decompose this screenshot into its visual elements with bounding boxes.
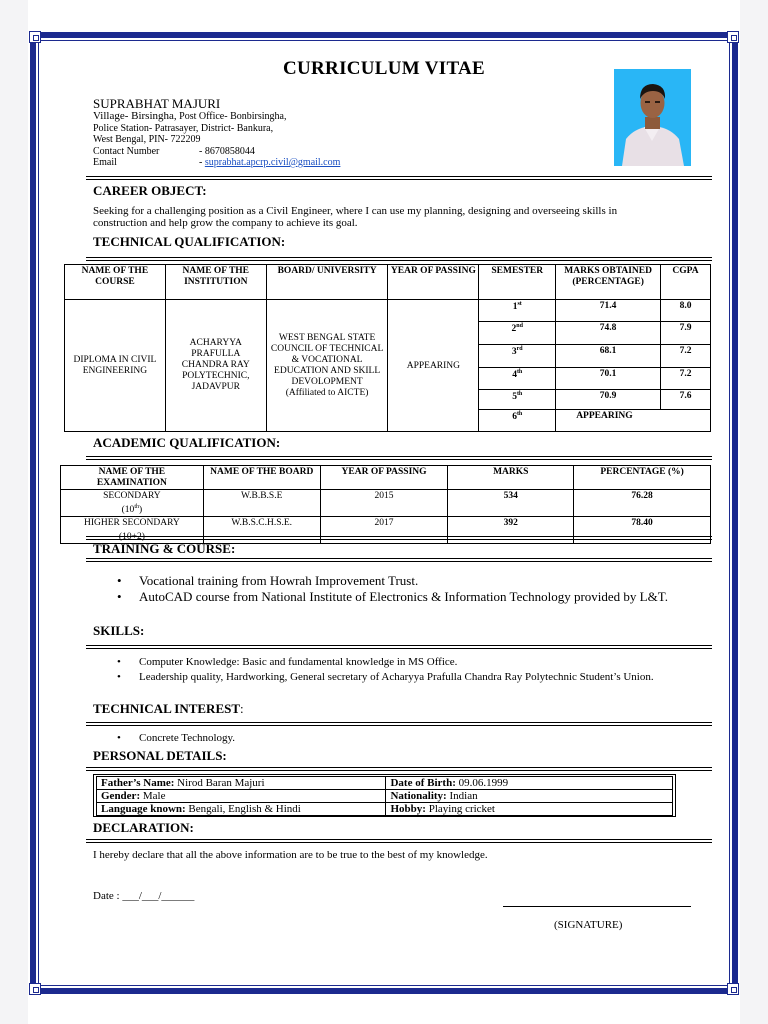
board-cell: [266, 300, 388, 432]
col-header: YEAR OF PASSING: [320, 466, 448, 490]
cgpa-cell: 7.9: [661, 322, 711, 345]
divider: [86, 536, 712, 540]
personal-field: Nationality: Indian: [386, 790, 673, 803]
year-cell: 2015: [320, 490, 448, 517]
list-item: • Leadership quality, Hardworking, General secretary of Acharyya Prafulla Chandra Ray Polytechnic Student’s Union.: [93, 670, 693, 685]
personal-field: Father’s Name: Nirod Baran Majuri: [97, 777, 386, 790]
exam-cell: SECONDARY (10th): [61, 490, 204, 517]
profile-photo: [614, 69, 691, 166]
table-row: [97, 777, 673, 790]
col-header: MARKS OBTAINED (PERCENTAGE): [556, 265, 661, 300]
personal-heading: PERSONAL DETAILS:: [93, 748, 227, 763]
email-label: Email: [93, 157, 117, 168]
signature-label: (SIGNATURE): [554, 919, 623, 931]
year-cell: 2017: [320, 517, 448, 544]
personal-table: [96, 776, 673, 816]
exam-cell: HIGHER SECONDARY (10+2): [61, 517, 204, 544]
marks-cell: 71.4: [556, 300, 661, 322]
skills-heading: SKILLS:: [93, 623, 145, 638]
board-cell: W.B.B.S.E: [203, 490, 320, 517]
table-row: [61, 490, 711, 517]
marks-cell: 68.1: [556, 345, 661, 368]
divider: [86, 176, 712, 180]
personal-field: Gender: Male: [97, 790, 386, 803]
percentage-cell: 78.40: [574, 517, 711, 544]
training-list: [93, 573, 693, 604]
post-office: Post Office- Bonbirsingha,: [179, 111, 287, 122]
corner-ornament-tr: [727, 31, 739, 43]
divider: [86, 257, 712, 261]
skills-list: [93, 655, 693, 685]
cgpa-cell: 7.2: [661, 345, 711, 368]
contact-label: Contact Number: [93, 145, 160, 157]
semester-cell: 1st: [479, 300, 556, 322]
col-header: NAME OF THE INSTITUTION: [165, 265, 266, 300]
list-item: • Computer Knowledge: Basic and fundamental knowledge in MS Office.: [93, 655, 693, 670]
semester-cell: 2nd: [479, 322, 556, 345]
sem6-status: APPEARING: [556, 410, 711, 432]
list-item: • Vocational training from Howrah Improvement Trust.: [93, 573, 693, 589]
col-header: NAME OF THE COURSE: [65, 265, 166, 300]
career-heading: CAREER OBJECT:: [93, 183, 207, 198]
semester-cell: 6th: [479, 410, 556, 432]
candidate-name: SUPRABHAT MAJURI: [93, 96, 221, 111]
marks-cell: 70.9: [556, 390, 661, 410]
semester-cell: 3rd: [479, 345, 556, 368]
semester-cell: 5th: [479, 390, 556, 410]
marks-cell: 74.8: [556, 322, 661, 345]
divider: [86, 722, 712, 726]
board-cell: W.B.S.C.H.S.E.: [203, 517, 320, 544]
divider: [86, 558, 712, 562]
institution-cell: ACHARYYA PRAFULLA CHANDRA RAY POLYTECHNIC, JADAVPUR: [165, 300, 266, 432]
marks-cell: 534: [448, 490, 574, 517]
list-item: • AutoCAD course from National Institute of Electronics & Information Technology provided by L&T.: [93, 589, 693, 605]
marks-cell: 70.1: [556, 368, 661, 390]
board-name: WEST BENGAL STATE COUNCIL OF TECHNICAL & VOCATIONAL EDUCATION AND SKILL DEVOLOPMENT: [270, 332, 384, 387]
academic-heading: ACADEMIC QUALIFICATION:: [93, 435, 281, 450]
table-row: [97, 803, 673, 816]
personal-field: Hobby: Playing cricket: [386, 803, 673, 816]
col-header: SEMESTER: [479, 265, 556, 300]
email-link[interactable]: suprabhat.apcrp.civil@gmail.com: [204, 157, 341, 168]
col-header: PERCENTAGE (%): [574, 466, 711, 490]
training-heading: TRAINING & COURSE:: [93, 541, 236, 556]
col-header: NAME OF THE EXAMINATION: [61, 466, 204, 490]
personal-field: Date of Birth: 09.06.1999: [386, 777, 673, 790]
percentage-cell: 76.28: [574, 490, 711, 517]
left-margin: [0, 0, 28, 1024]
contact-block: [93, 110, 341, 169]
declaration-heading: DECLARATION:: [93, 820, 194, 835]
board-note: (Affiliated to AICTE): [285, 387, 369, 398]
corner-ornament-br: [727, 983, 739, 995]
divider: [86, 456, 712, 460]
email-dash: -: [199, 157, 203, 168]
signature-line: [503, 906, 691, 907]
declaration-text: I hereby declare that all the above information are to be true to the best of my knowledge.: [93, 849, 488, 861]
semester-cell: 4th: [479, 368, 556, 390]
cgpa-cell: 8.0: [661, 300, 711, 322]
career-text: Seeking for a challenging position as a Civil Engineer, where I can use my planning, designing and overseeing skills in construction and help grow the company to achieve its goal.: [93, 205, 618, 229]
date-line: Date : ___/___/______: [93, 890, 195, 902]
corner-ornament-bl: [29, 983, 41, 995]
col-header: MARKS: [448, 466, 574, 490]
address-line-3: West Bengal, PIN- 722209: [93, 134, 201, 145]
col-header: NAME OF THE BOARD: [203, 466, 320, 490]
col-header: BOARD/ UNIVERSITY: [266, 265, 388, 300]
divider: [86, 645, 712, 649]
cgpa-cell: 7.2: [661, 368, 711, 390]
divider: [86, 767, 712, 771]
cgpa-cell: 7.6: [661, 390, 711, 410]
technical-table: [64, 264, 711, 432]
address-line-2: Police Station- Patrasayer, District- Bankura,: [93, 122, 274, 134]
marks-cell: 392: [448, 517, 574, 544]
interest-list: [93, 732, 693, 745]
personal-field: Language known: Bengali, English & Hindi: [97, 803, 386, 816]
col-header: CGPA: [661, 265, 711, 300]
list-item: • Concrete Technology.: [93, 732, 693, 745]
col-header: YEAR OF PASSING: [388, 265, 479, 300]
divider: [86, 839, 712, 843]
page-title: CURRICULUM VITAE: [282, 58, 486, 79]
academic-table: [60, 465, 711, 544]
table-row: [97, 790, 673, 803]
corner-ornament-tl: [29, 31, 41, 43]
technical-heading: TECHNICAL QUALIFICATION:: [93, 234, 286, 249]
contact-number: - 8670858044: [199, 145, 255, 157]
village: Village- Birsingha,: [93, 110, 177, 122]
right-margin: [740, 0, 768, 1024]
year-cell: APPEARING: [388, 300, 479, 432]
interest-heading: TECHNICAL INTEREST:: [93, 701, 244, 716]
course-cell: DIPLOMA IN CIVIL ENGINEERING: [65, 300, 166, 432]
